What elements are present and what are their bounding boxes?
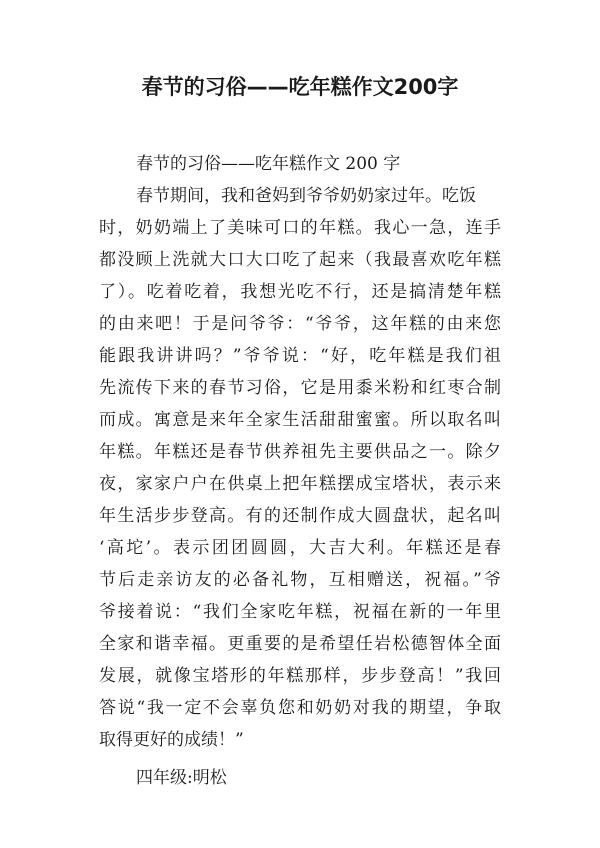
- document-body: [99, 148, 501, 794]
- paragraph-line: 能跟我讲讲吗？”爷爷说：“好，吃年糕是我们祖: [99, 346, 501, 366]
- paragraph-line: 发展，就像宝塔形的年糕那样，步步登高！”我回: [99, 666, 501, 686]
- paragraph-line: 年生活步步登高。有的还制作成大圆盘状，起名叫: [99, 506, 501, 526]
- paragraph-line: 春节期间，我和爸妈到爷爷奶奶家过年。吃饭: [136, 186, 476, 206]
- paragraph-line: 了）。吃着吃着，我想光吃不行，还是搞清楚年糕: [99, 282, 501, 302]
- paragraph-line: 的由来吧！于是问爷爷：“爷爷，这年糕的由来您: [99, 314, 501, 334]
- paragraph-line: 答说“我一定不会辜负您和奶奶对我的期望，争取: [99, 698, 501, 718]
- essay-heading: 春节的习俗——吃年糕作文 200 字: [136, 154, 401, 174]
- paragraph-line: 节后走亲访友的必备礼物，互相赠送，祝福。”爷: [99, 570, 501, 590]
- paragraph-line: 年糕。年糕还是春节供养祖先主要供品之一。除夕: [99, 442, 501, 462]
- paragraph-line: 爷接着说：“我们全家吃年糕，祝福在新的一年里: [99, 602, 501, 622]
- paragraph-line: 时，奶奶端上了美味可口的年糕。我心一急，连手: [99, 218, 501, 238]
- paragraph-line: 夜，家家户户在供桌上把年糕摆成宝塔状，表示来: [99, 474, 501, 494]
- essay-paragraph: [99, 180, 501, 756]
- paragraph-line: ‘高坨’。表示团团圆圆，大吉大利。年糕还是春: [99, 538, 501, 558]
- paragraph-line: 先流传下来的春节习俗，它是用黍米粉和红枣合制: [99, 378, 501, 398]
- document-title: 春节的习俗——吃年糕作文200字: [141, 75, 459, 99]
- author-signature: 四年级:明松: [136, 768, 227, 788]
- paragraph-line: 都没顾上洗就大口大口吃了起来（我最喜欢吃年糕: [99, 250, 501, 270]
- paragraph-line: 全家和谐幸福。更重要的是希望任岩松德智体全面: [99, 634, 501, 654]
- paragraph-line: 而成。寓意是来年全家生活甜甜蜜蜜。所以取名叫: [99, 410, 501, 430]
- paragraph-line: 取得更好的成绩！”: [99, 730, 244, 750]
